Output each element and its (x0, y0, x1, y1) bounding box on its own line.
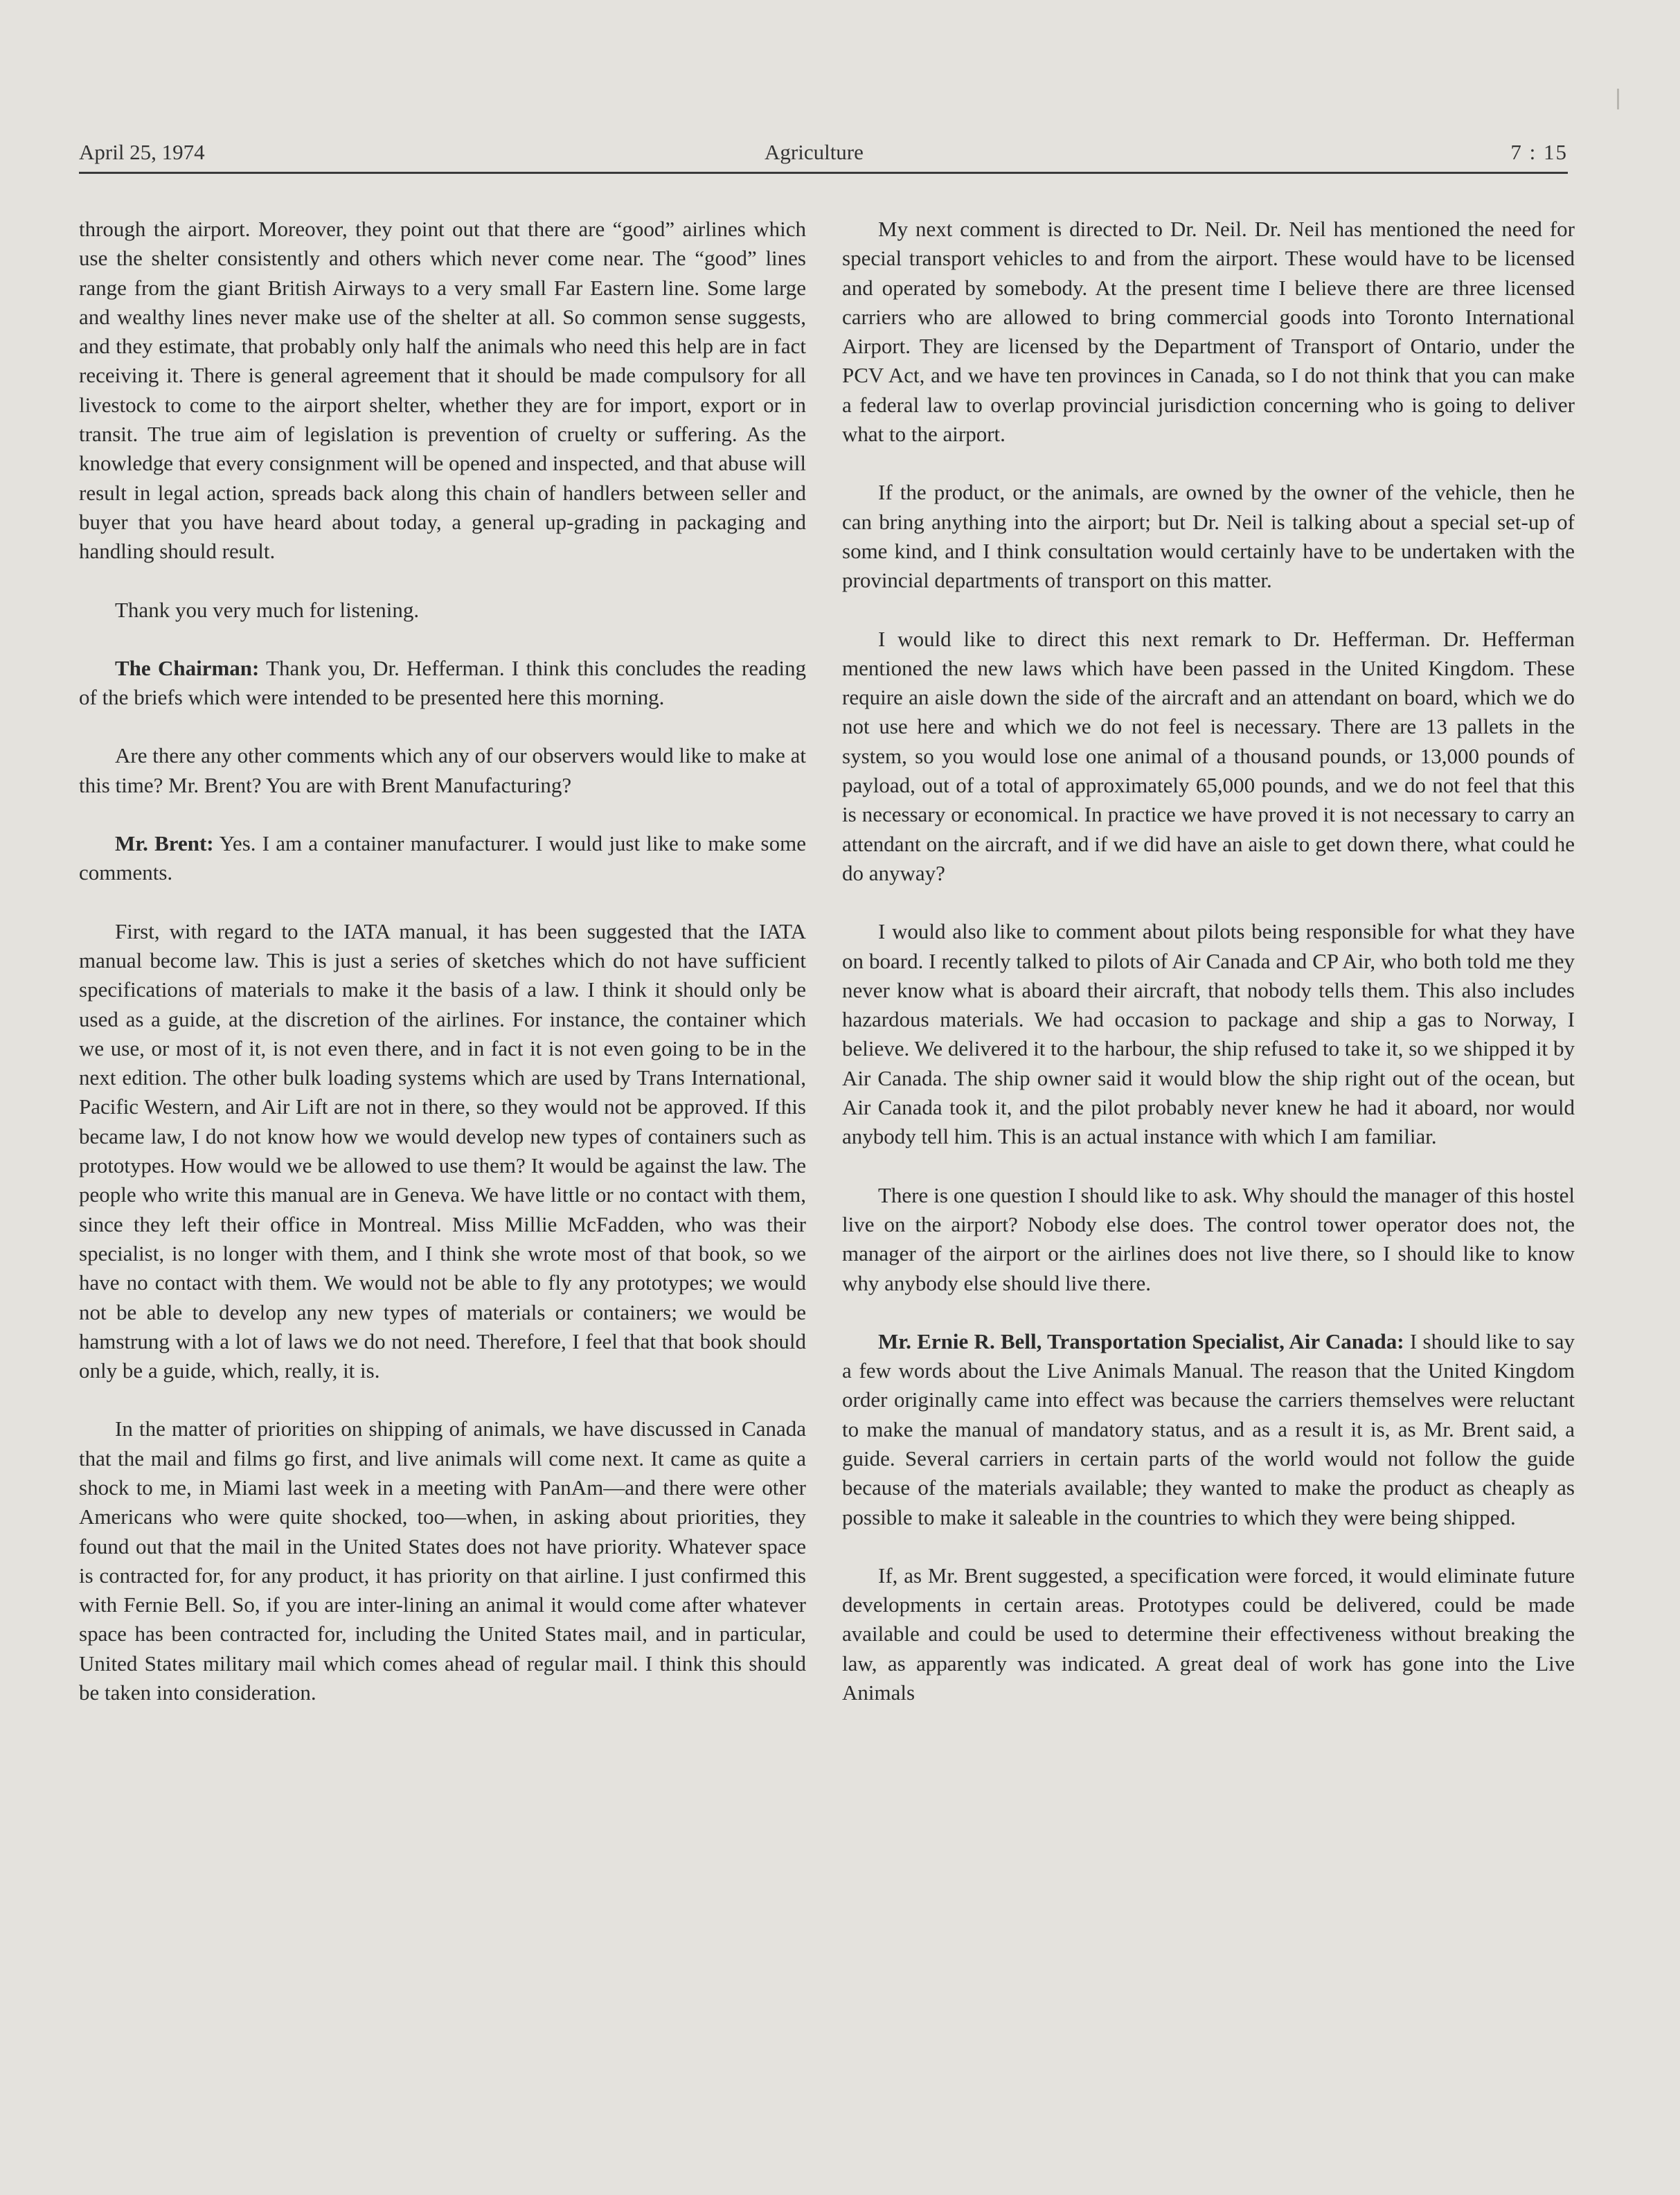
paragraph-text: My next comment is directed to Dr. Neil. Dr. Neil has mentioned the need for special transport vehicles to and from the airport. These would have to be licensed and operated by somebody. At the present time I believe there are three licensed carriers who are allowed to bring commercial goods into Toronto International Airport. They are licensed by the Department of Transport of Ontario, under the PCV Act, and we have ten provinces in Canada, so I do not think that you can make a federal law to overlap provincial jurisdiction concerning who is going to deliver what to the airport. (842, 217, 1575, 447)
paragraph (842, 1561, 1575, 1707)
paragraph (842, 1181, 1575, 1298)
paragraph (79, 741, 806, 800)
right-column (842, 215, 1575, 1736)
paragraph-text: In the matter of priorities on shipping of animals, we have discussed in Canada that the mail and films go first, and live animals will come next. It came as quite a shock to me, in Miami last week in a meeting with PanAm—and there were other Americans who were quite shocked, too—when, in asking about priorities, they found out that the mail in the United States does not have priority. Whatever space is contracted for, for any product, it has priority on that airline. I just confirmed this with Fernie Bell. So, if you are inter-lining an animal it would come after whatever space has been contracted for, including the United States mail, and in particular, United States military mail which comes ahead of regular mail. I think this should be taken into consideration. (79, 1416, 806, 1705)
speaker-name: The Chairman: (115, 655, 260, 680)
paragraph-text: Thank you, Dr. Hefferman. I think this concludes the reading of the briefs which were intended to be presented here this morning. (79, 655, 806, 710)
header-page-number: 7 : 15 (1510, 140, 1568, 164)
paragraph-text: Thank you very much for listening. (115, 597, 420, 622)
paragraph (79, 654, 806, 713)
paragraph (79, 596, 806, 625)
speaker-name: Mr. Ernie R. Bell, Transportation Specialist, Air Canada: (878, 1328, 1404, 1353)
paragraph (79, 215, 806, 567)
paragraph-text: I should like to say a few words about the Live Animals Manual. The reason that the United Kingdom order originally came into effect was because the carriers themselves were reluctant to make the manual of mandatory status, and as a result it is, as Mr. Brent said, a guide. Several carriers in certain parts of the world would not follow the guide because of the materials available; they wanted to make the product as cheaply as possible to make it saleable in the countries to which they were being shipped. (842, 1328, 1575, 1529)
speaker-name: Mr. Brent: (115, 831, 214, 856)
header-date: April 25, 1974 (79, 140, 205, 164)
left-column (79, 215, 806, 1736)
paragraph (842, 478, 1575, 595)
header-title: Agriculture (765, 140, 864, 164)
paragraph (842, 1327, 1575, 1532)
paragraph (79, 829, 806, 888)
paragraph-text: Yes. I am a container manufacturer. I would just like to make some comments. (79, 831, 806, 885)
paragraph (842, 215, 1575, 449)
paragraph-text: There is one question I should like to ask. Why should the manager of this hostel live on the airport? Nobody else does. The control tower operator does not, the manager of the airport or the airlines does not live there, so I should like to know why anybody else should live there. (842, 1182, 1575, 1295)
paragraph-text: If the product, or the animals, are owned by the owner of the vehicle, then he can bring anything into the airport; but Dr. Neil is talking about a special set-up of some kind, and I think consultation would certainly have to be undertaken with the provincial departments of transport on this matter. (842, 480, 1575, 593)
page-header (79, 136, 1568, 174)
paragraph-text: I would like to direct this next remark to Dr. Hefferman. Dr. Hefferman mentioned the new laws which have been passed in the United Kingdom. These require an aisle down the side of the aircraft and an attendant on board, which we do not use here and which we do not feel is necessary. There are 13 pallets in the system, so you would lose one animal of a thousand pounds, or 13,000 pounds of payload, out of a total of approximately 65,000 pounds, and we do not feel that this is necessary or economical. In practice we have proved it is not necessary to carry an attendant on the aircraft, and if we did have an aisle to get down there, what could he do anyway? (842, 626, 1575, 885)
paragraph-text: Are there any other comments which any of our observers would like to make at this time? Mr. Brent? You are with Brent Manufacturing? (79, 743, 806, 797)
paragraph (79, 1414, 806, 1707)
paragraph-text: First, with regard to the IATA manual, it has been suggested that the IATA manual become law. This is just a series of sketches which do not have sufficient specifications of materials to make it the basis of a law. I think it should only be used as a guide, at the discretion of the airlines. For instance, the container which we use, or most of it, is not even there, and in fact it is not even going to be in the next edition. The other bulk loading systems which are used by Trans International, Pacific Western, and Air Lift are not in there, so they would not be approved. If this became law, I do not know how we would develop new types of containers such as prototypes. How would we be allowed to use them? It would be against the law. The people who write this manual are in Geneva. We have little or no contact with them, since they left their office in Montreal. Miss Millie McFadden, who was their specialist, is no longer with them, and I think she wrote most of that book, so we have no contact with them. We would not be able to fly any prototypes; we would not be able to develop any new types of materials or containers; we would be hamstrung with a lot of laws we do not need. Therefore, I feel that that book should only be a guide, which, really, it is. (79, 918, 806, 1383)
paragraph (842, 917, 1575, 1151)
paragraph-text: through the airport. Moreover, they point out that there are “good” airlines which use the shelter consistently and others which never come near. The “good” lines range from the giant British Airways to a very small Far Eastern line. Some large and wealthy lines never make use of the shelter at all. So common sense suggests, and they estimate, that probably only half the animals who need this help are in fact receiving it. There is general agreement that it should be made compulsory for all livestock to come to the airport shelter, whether they are for import, export or in transit. The true aim of legislation is prevention of cruelty or suffering. As the knowledge that every consignment will be opened and inspected, and that abuse will result in legal action, spreads back along this chain of handlers between seller and buyer that you have heard about today, a general up-grading in packaging and handling should result. (79, 217, 806, 564)
page-edge-mark (1617, 89, 1619, 109)
paragraph (79, 917, 806, 1386)
paragraph (842, 625, 1575, 889)
paragraph-text: If, as Mr. Brent suggested, a specification were forced, it would eliminate future developments in certain areas. Prototypes could be delivered, could be made available and could be used to determine their effectiveness without breaking the law, as apparently was indicated. A great deal of work has gone into the Live Animals (842, 1563, 1575, 1705)
paragraph-text: I would also like to comment about pilots being responsible for what they have on board. I recently talked to pilots of Air Canada and CP Air, who both told me they never know what is aboard their aircraft, that nobody tells them. This also includes hazardous materials. We had occasion to package and ship a gas to Norway, I believe. We delivered it to the harbour, the ship refused to take it, so we shipped it by Air Canada. The ship owner said it would blow the ship right out of the ocean, but Air Canada took it, and the pilot probably never knew he had it aboard, nor would anybody tell him. This is an actual instance with which I am familiar. (842, 919, 1575, 1149)
